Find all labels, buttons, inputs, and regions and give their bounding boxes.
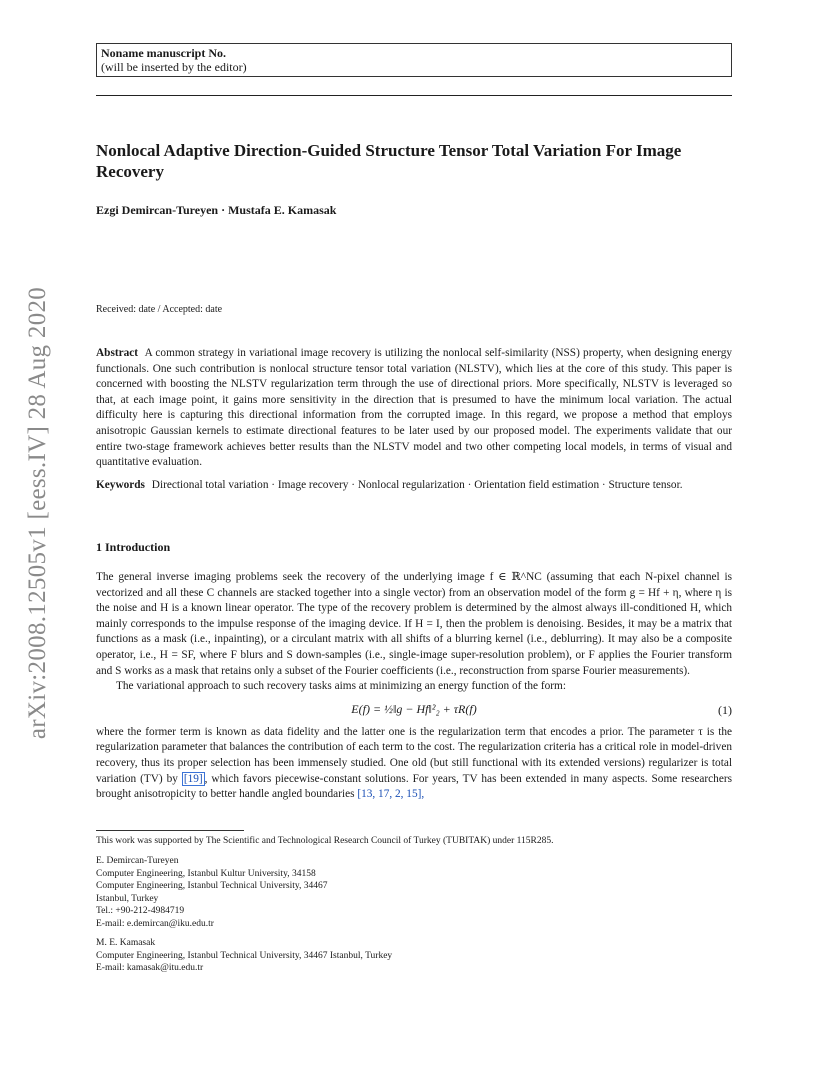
paper-title: Nonlocal Adaptive Direction-Guided Structure Tensor Total Variation For Image Recovery	[96, 141, 682, 181]
introduction-body	[96, 570, 732, 803]
affiliation-second-author	[96, 937, 732, 975]
affil-line: Computer Engineering, Istanbul Kultur University, 34158	[96, 868, 316, 879]
received-accepted-line: Received: date / Accepted: date	[96, 304, 223, 315]
keywords-label: Keywords	[96, 479, 145, 491]
keywords-text: Directional total variation · Image recovery · Nonlocal regularization · Orientation field estimation · Structure tensor.	[151, 479, 683, 491]
affil-line: Computer Engineering, Istanbul Technical University, 34467 Istanbul, Turkey	[96, 950, 393, 961]
intro-paragraph-3	[96, 725, 732, 803]
arxiv-side-stamp	[14, 280, 62, 745]
affil-email: E-mail: e.demircan@iku.edu.tr	[96, 918, 214, 929]
footnote-rule	[96, 830, 244, 831]
citation-links-group[interactable]: [13, 17, 2, 15],	[357, 788, 425, 801]
abstract	[96, 346, 732, 471]
affil-line: E. Demircan-Tureyen	[96, 856, 179, 866]
equation-number: (1)	[718, 702, 732, 717]
affil-line: Istanbul, Turkey	[96, 893, 159, 904]
affil-line: Tel.: +90-212-4984719	[96, 906, 185, 917]
intro-paragraph-3-start: where the former term is known as data fidelity and the latter one is the regularization term that encodes a prior. The parameter τ is the regularization parameter that balances the contribution of each term to the cost. The regularization criteria has a critical role in model-driven recovery, thus its proper selection has been immensely studied. One old (but still functional with its extended versions) regularizer is total variation (TV) by	[96, 725, 732, 785]
manuscript-number-box	[96, 43, 732, 77]
section-heading-introduction: 1 Introduction	[96, 540, 171, 554]
intro-paragraph-3-end: , which favors piecewise-constant solutions. For years, TV has been extended in many aspects. Some researchers brought anisotropicity to better handle angled boundaries	[96, 772, 732, 801]
affiliation-first-author	[96, 855, 732, 931]
abstract-text: A common strategy in variational image recovery is utilizing the nonlocal self-similarity (NSS) property, when designing energy functionals. One such contribution is nonlocal structure tensor total variation (NLSTV), which lies at the core of this study. This paper is concerned with boosting the NLSTV regularization term through the use of directional priors. More specifically, NLSTV is leveraged so that, at each image point, it gains more sensitivity in the direction that is presumed to have the minimum local variation. The actual difficulty here is capturing this directional information from the corrupted image. In this regard, we propose a method that employs anisotropic Gaussian kernels to estimate directional features to be later used by our proposed model. The experiments validate that our entire two-stage framework achieves better results than the NLSTV model and two other competing local models, in terms of visual and quantitative evaluation.	[96, 347, 733, 469]
intro-paragraph-2: The variational approach to such recovery tasks aims at minimizing an energy function of the form:	[116, 680, 566, 693]
header-rule	[96, 95, 732, 96]
equation-body: E(f) = ½‖g − Hf‖²₂ + τR(f)	[351, 701, 477, 716]
intro-paragraph-1: The general inverse imaging problems seek the recovery of the underlying image f ∈ ℝ^NC (assuming that each N-pixel channel is vectorized and all these C channels are stacked together into a single vector) from an observation model of the form g = Hf + η, where η is the noise and H is a known linear operator. The type of the recovery problem is determined by the almost always ill-conditioned H, which mainly corresponds to the impulse response of the imaging device. If H = I, then the problem is denoising. Besides, it may be a matrix that functions as a mask (i.e., inpainting), or a circulant matrix with all shifts of a blurring kernel (i.e., deblurring). It may also be a composite operator, i.e., H = SF, where F blurs and S down-samples (i.e., single-image super-resolution problem), or F applies the Fourier transform and S works as a mask that retains only a subset of the Fourier coefficients (i.e., reconstruction from sparse Fourier measurements).	[96, 571, 732, 677]
editor-note: (will be inserted by the editor)	[101, 60, 247, 74]
author-list: Ezgi Demircan-Tureyen · Mustafa E. Kamasak	[96, 203, 337, 217]
affil-line: M. E. Kamasak	[96, 938, 156, 948]
funding-footnote: This work was supported by The Scientific and Technological Research Council of Turkey (TUBITAK) under 115R285.	[96, 836, 554, 846]
affil-email: E-mail: kamasak@itu.edu.tr	[96, 963, 204, 974]
equation-1	[96, 695, 732, 725]
affil-line: Computer Engineering, Istanbul Technical University, 34467	[96, 881, 328, 892]
keywords	[96, 478, 732, 494]
manuscript-label: Noname manuscript No.	[101, 46, 226, 60]
citation-link-19[interactable]: [19]	[183, 772, 203, 785]
abstract-label: Abstract	[96, 347, 139, 359]
arxiv-identifier: arXiv:2008.12505v1 [eess.IV] 28 Aug 2020	[24, 286, 52, 739]
